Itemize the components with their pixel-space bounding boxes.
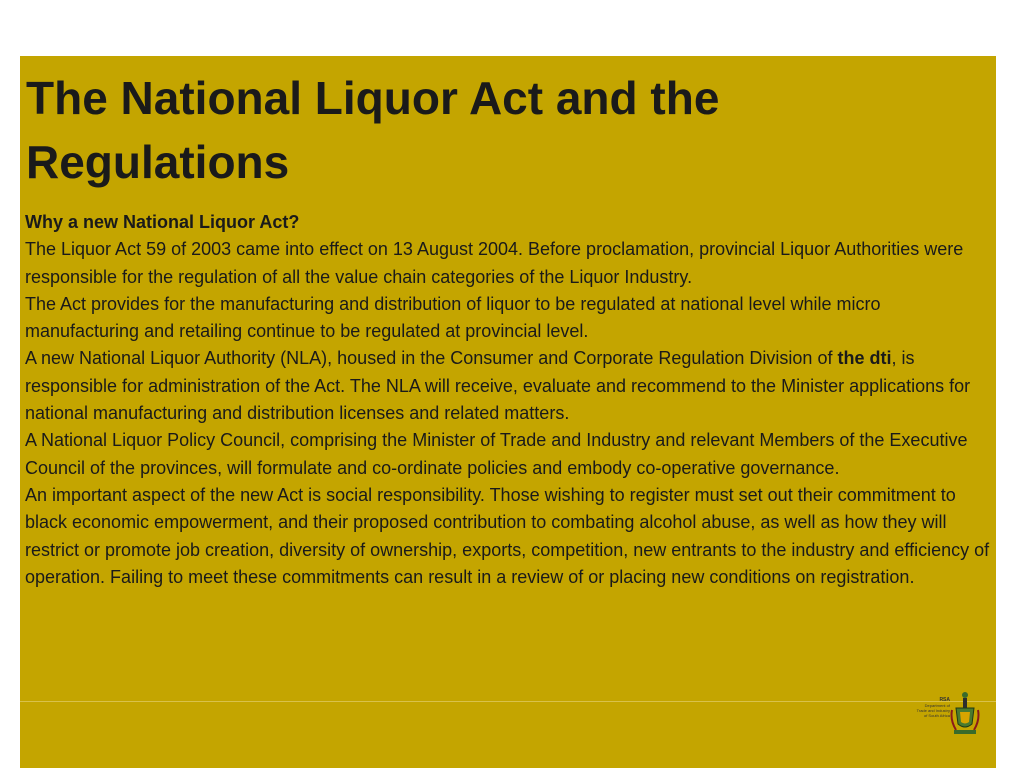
paragraph-1: The Liquor Act 59 of 2003 came into effect on 13 August 2004. Before proclamation, provincial Liquor Authorities were responsible for the regulation of all the value chain categories of the Liquor Industry.: [25, 239, 964, 287]
paragraph-2: The Act provides for the manufacturing and distribution of liquor to be regulated at national level while micro manufacturing and retailing continue to be regulated at provincial level.: [25, 293, 881, 342]
logo-text-line1: RSA: [939, 697, 950, 703]
paragraph-3-start: A new National Liquor Authority (NLA), housed in the Consumer and Corporate Regulation Division of: [25, 348, 833, 369]
slide-title: The National Liquor Act and the Regulations: [26, 72, 720, 188]
paragraph-3-end: , is responsible for administration of the Act. The NLA will receive, evaluate and recommend to the Minister applications for national manufacturing and distribution licenses and related matters.: [25, 348, 971, 424]
subheading: Why a new National Liquor Act?: [25, 212, 300, 232]
coat-of-arms-logo: [916, 690, 980, 736]
slide-body: [25, 209, 991, 591]
logo-text: [916, 698, 950, 718]
logo-text-line2: Department of Trade and Industry: [916, 703, 950, 713]
paragraph-3: [25, 345, 991, 427]
footer-divider: [20, 701, 996, 702]
paragraph-4: A National Liquor Policy Council, comprising the Minister of Trade and Industry and relevant Members of the Executive Council of the provinces, will formulate and co-ordinate policies and embody co-operative governance.: [25, 430, 968, 478]
paragraph-5: An important aspect of the new Act is social responsibility. Those wishing to register must set out their commitment to black economic empowerment, and their proposed contribution to combating alcohol abuse, as well as how they will restrict or promote job creation, diversity of ownership, exports, competition, new entrants to the industry and efficiency of operation. Failing to meet these commitments can result in a review of or placing new conditions on registration.: [25, 484, 990, 587]
coat-of-arms-icon: [950, 690, 980, 736]
dti-bold: the dti: [837, 348, 892, 369]
slide: [20, 56, 996, 768]
logo-text-line3: of South Africa: [923, 713, 950, 718]
